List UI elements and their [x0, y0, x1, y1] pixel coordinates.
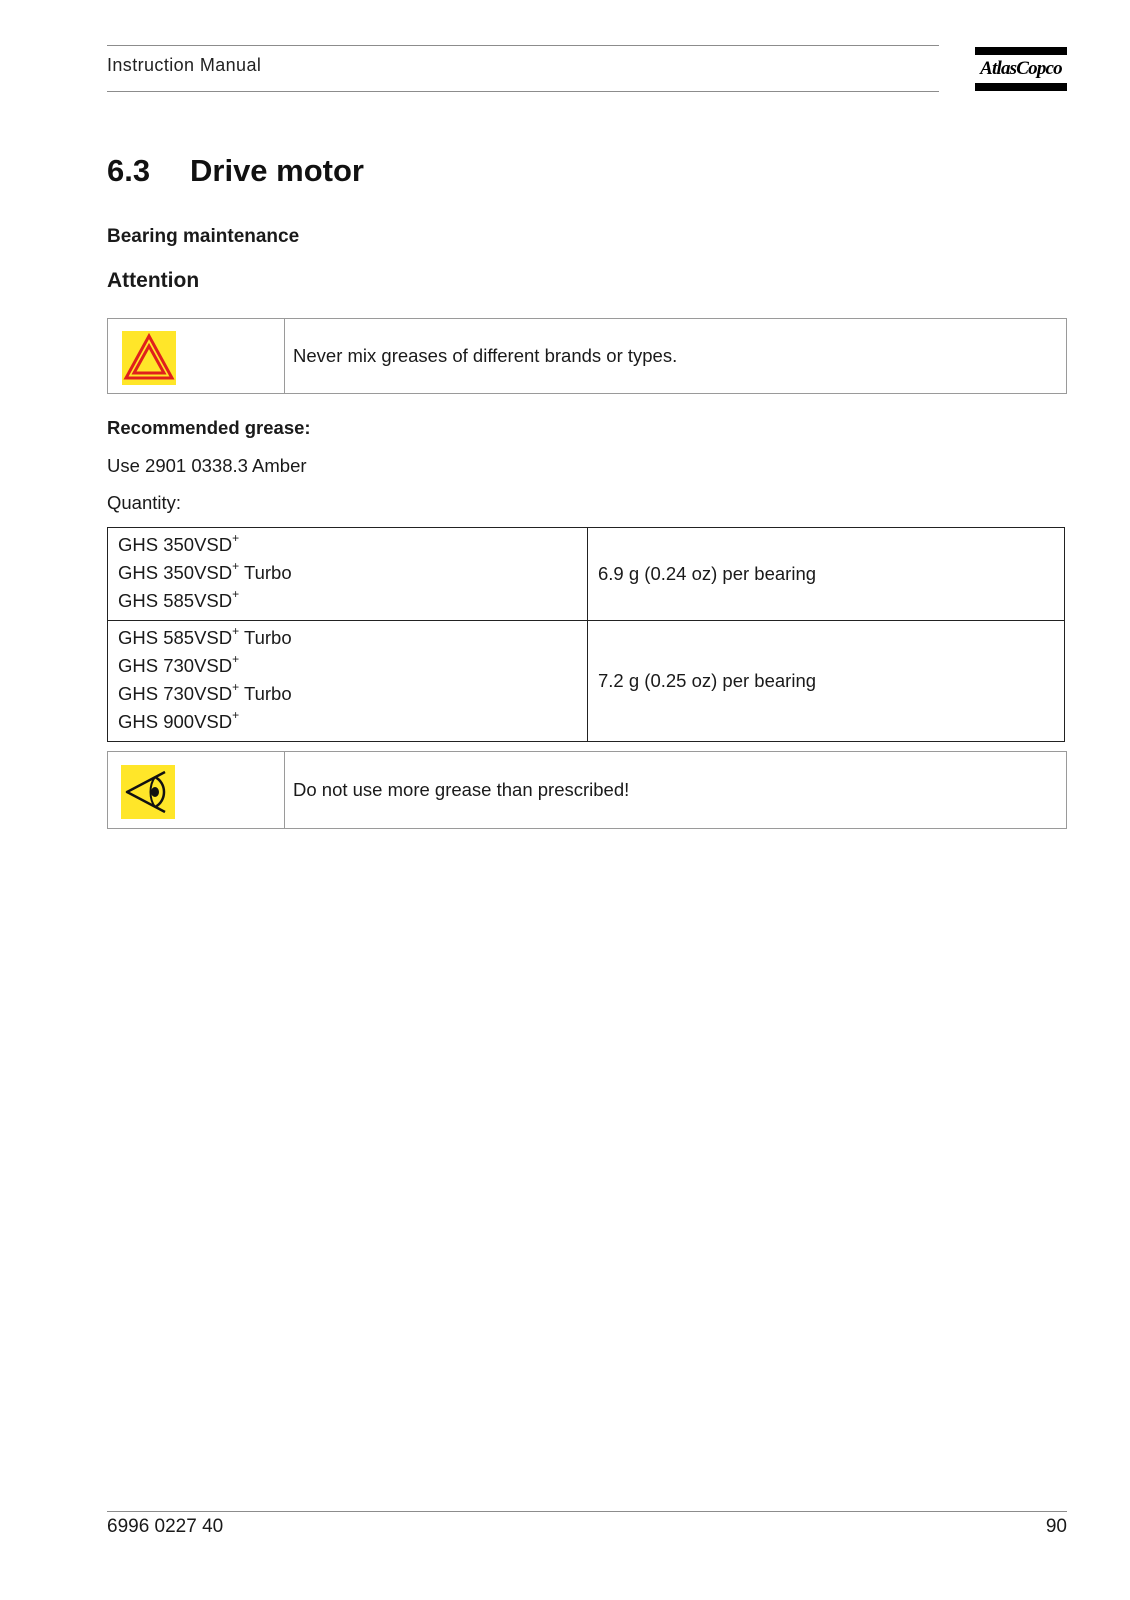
model-line: GHS 350VSD+ [118, 530, 240, 555]
models-cell [108, 528, 588, 621]
atlas-copco-logo [975, 47, 1067, 93]
logo-text: AtlasCopco [980, 58, 1062, 79]
hazard-triangle-icon [122, 331, 176, 385]
notice-icon-cell [108, 319, 285, 393]
recommended-grease-heading: Recommended grease: [107, 417, 311, 438]
running-title: Instruction Manual [107, 55, 262, 75]
table-row [108, 528, 1065, 621]
quantity-label: Quantity: [107, 492, 182, 513]
model-line: GHS 585VSD+ Turbo [118, 623, 292, 648]
document-number: 6996 0227 40 [107, 1516, 224, 1537]
eye-observe-icon [121, 765, 175, 819]
bearing-maintenance-heading: Bearing maintenance [107, 226, 300, 247]
attention-notice-text: Never mix greases of different brands or types. [293, 345, 678, 366]
attention-heading: Attention [107, 269, 200, 292]
observe-notice [107, 751, 1067, 829]
section-heading [107, 153, 364, 189]
logo-bottom-bar [975, 83, 1067, 91]
logo-top-bar [975, 47, 1067, 55]
page-number: 90 [1045, 1516, 1067, 1537]
attention-notice [107, 318, 1067, 394]
notice-icon-cell [108, 752, 285, 828]
model-line: GHS 730VSD+ Turbo [118, 679, 292, 704]
models-cell [108, 621, 588, 742]
model-line: GHS 350VSD+ Turbo [118, 558, 292, 583]
model-line: GHS 730VSD+ [118, 651, 240, 676]
model-line: GHS 900VSD+ [118, 707, 240, 732]
section-number: 6.3 [107, 153, 151, 188]
grease-product-text: Use 2901 0338.3 Amber [107, 455, 307, 476]
header-top-rule [107, 45, 939, 46]
grease-quantity-table [107, 527, 1065, 742]
section-title: Drive motor [190, 153, 364, 188]
table-row [108, 621, 1065, 742]
model-line: GHS 585VSD+ [118, 586, 240, 611]
observe-notice-text: Do not use more grease than prescribed! [293, 779, 630, 800]
footer-rule [107, 1511, 1067, 1512]
amount-cell: 6.9 g (0.24 oz) per bearing [588, 528, 1065, 621]
amount-cell: 7.2 g (0.25 oz) per bearing [588, 621, 1065, 742]
header-bottom-rule [107, 91, 939, 92]
